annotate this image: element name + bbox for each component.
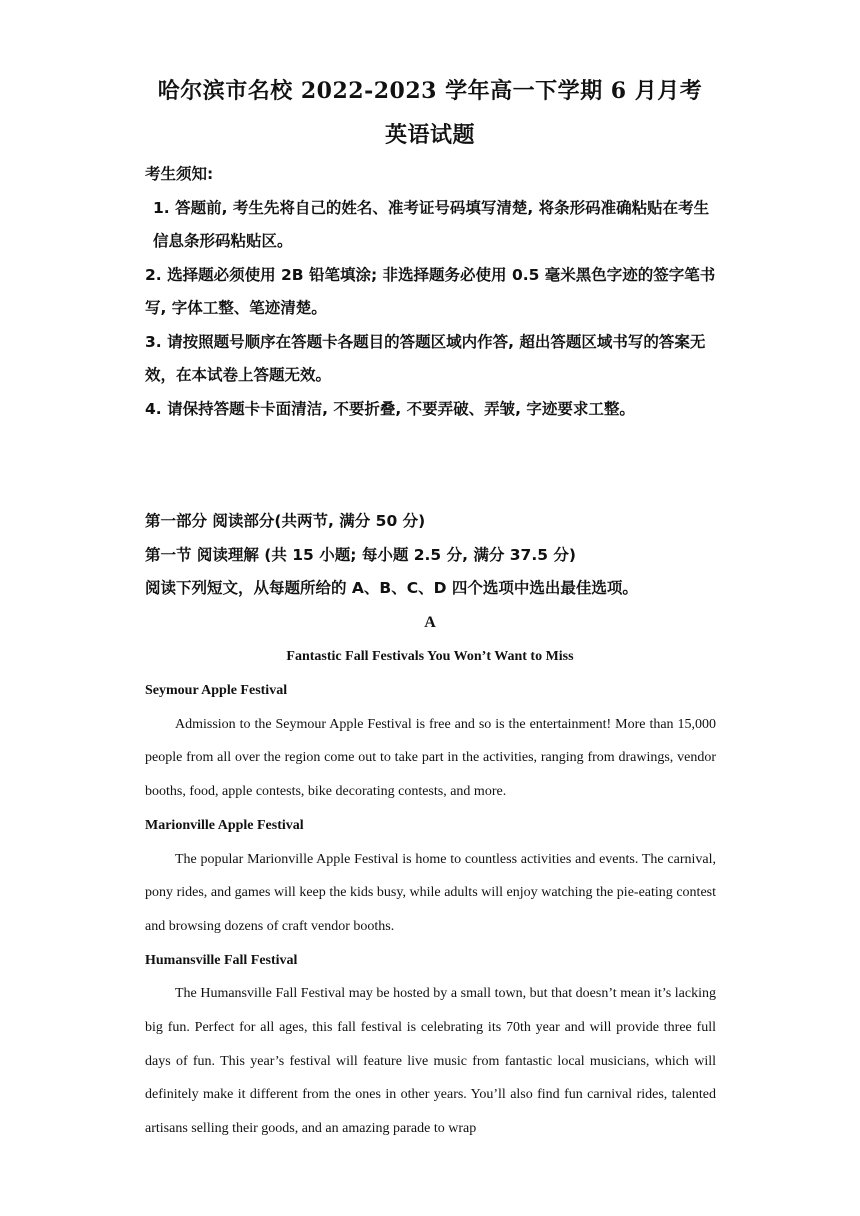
- festival-name: Seymour Apple Festival: [145, 683, 288, 698]
- subpart-heading: 第一节 阅读理解 (共 15 小题; 每小题 2.5 分, 满分 37.5 分): [145, 545, 576, 564]
- section-header: [145, 505, 720, 606]
- exam-title: 哈尔滨市名校 2022-2023 学年高一下学期 6 月月考: [157, 78, 703, 104]
- notice-label: 考生须知:: [145, 165, 214, 183]
- passage-body: [145, 674, 716, 1146]
- festival-description: The Humansville Fall Festival may be hosted by a small town, but that doesn’t mean it’s lacking big fun. Perfect for all ages, this fall festival is celebrating its 70th year and will provide three full days of fun. This year’s festival will feature live music from fantastic local musicians, which will definitely make it different from the ones in other years. You’ll also find fun carnival rides, talented artisans selling their goods, and an amazing parade to wrap: [145, 986, 716, 1137]
- exam-notice: [145, 158, 720, 426]
- notice-item-3: 3. 请按照题号顺序在答题卡各题目的答题区域内作答, 超出答题区域书写的答案无效，在本试卷上答题无效。: [145, 332, 706, 384]
- instruction-text: 阅读下列短文，从每题所给的 A、B、C、D 四个选项中选出最佳选项。: [145, 579, 638, 597]
- festival-description: The popular Marionville Apple Festival is home to countless activities and events. The carnival, pony rides, and games will keep the kids busy, while adults will enjoy watching the pie-eating contest and browsing dozens of craft vendor booths.: [145, 851, 716, 934]
- festival-description: Admission to the Seymour Apple Festival is free and so is the entertainment! More than 15,000 people from all over the region come out to take part in the activities, ranging from drawings, vendor booths, food, apple contests, bike decorating contests, and more.: [145, 716, 716, 800]
- passage-letter: A: [424, 614, 436, 631]
- notice-item-1: 1. 答题前, 考生先将自己的姓名、准考证号码填写清楚, 将条形码准确粘贴在考生信息条形码粘贴区。: [153, 198, 710, 250]
- part-heading: 第一部分 阅读部分(共两节, 满分 50 分): [145, 512, 426, 530]
- festival-name: Humansville Fall Festival: [145, 952, 298, 968]
- notice-item-2: 2. 选择题必须使用 2B 铅笔填涂; 非选择题务必使用 0.5 毫米黑色字迹的签字笔书写, 字体工整、笔迹清楚。: [145, 265, 716, 317]
- passage-title: Fantastic Fall Festivals You Won’t Want to Miss: [286, 649, 574, 664]
- festival-name: Marionville Apple Festival: [145, 817, 304, 833]
- exam-subject: 英语试题: [384, 122, 475, 148]
- notice-item-4: 4. 请保持答题卡卡面清洁, 不要折叠, 不要弄破、弄皱, 字迹要求工整。: [145, 399, 635, 418]
